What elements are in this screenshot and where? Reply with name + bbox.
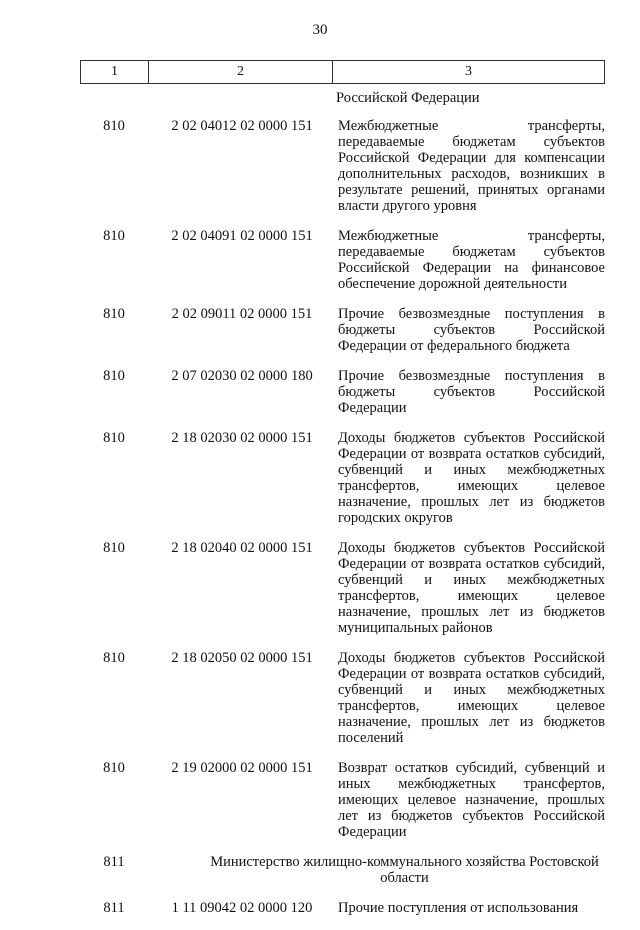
table-row xyxy=(80,760,605,840)
table-row xyxy=(80,650,605,746)
table-row xyxy=(80,368,605,416)
admin-code: 810 xyxy=(103,430,125,446)
table-header xyxy=(80,60,605,84)
table-row xyxy=(80,430,605,526)
table-row xyxy=(80,228,605,292)
page-number: 30 xyxy=(312,22,328,38)
admin-code: 811 xyxy=(103,854,125,870)
budget-code: 2 18 02030 02 0000 151 xyxy=(171,430,313,446)
income-name: Прочие безвозмездные поступления в бюджеты субъектов Российской Федерации xyxy=(338,368,605,416)
admin-code: 810 xyxy=(103,650,125,666)
budget-code: 2 18 02050 02 0000 151 xyxy=(171,650,313,666)
budget-code: 2 07 02030 02 0000 180 xyxy=(171,368,313,384)
table-row xyxy=(80,306,605,354)
table-row xyxy=(80,540,605,636)
admin-code: 810 xyxy=(103,760,125,776)
header-col-3: 3 xyxy=(465,64,472,79)
budget-code: 2 19 02000 02 0000 151 xyxy=(171,760,313,776)
table-body xyxy=(80,90,605,930)
budget-code: 1 11 09042 02 0000 120 xyxy=(171,900,313,916)
admin-code: 810 xyxy=(103,118,125,134)
income-name: Доходы бюджетов субъектов Российской Федерации от возврата остатков субсидий, субвенций и иных межбюджетных трансфертов, имеющих целевое назначение, прошлых лет из бюджетов городских округов xyxy=(338,430,605,526)
table-row xyxy=(80,118,605,214)
header-col-1: 1 xyxy=(81,61,149,83)
income-name: Прочие безвозмездные поступления в бюджеты субъектов Российской Федерации от федерального бюджета xyxy=(338,306,605,354)
budget-code: 2 18 02040 02 0000 151 xyxy=(171,540,313,556)
income-name: Межбюджетные трансферты, передаваемые бюджетам субъектов Российской Федерации на финансовое обеспечение дорожной деятельности xyxy=(338,228,605,292)
admin-code: 811 xyxy=(103,900,125,916)
table-row xyxy=(80,900,605,916)
income-name: Доходы бюджетов субъектов Российской Федерации от возврата остатков субсидий, субвенций и иных межбюджетных трансфертов, имеющих целевое назначение, прошлых лет из бюджетов поселений xyxy=(338,650,605,746)
income-name: Возврат остатков субсидий, субвенций и иных межбюджетных трансфертов, имеющих целевое назначение, прошлых лет из бюджетов субъектов Российской Федерации xyxy=(338,760,605,840)
admin-code: 810 xyxy=(103,368,125,384)
budget-code: 2 02 04012 02 0000 151 xyxy=(171,118,313,134)
admin-code: 810 xyxy=(103,540,125,556)
budget-code: 2 02 09011 02 0000 151 xyxy=(171,306,313,322)
income-name: Прочие поступления от использования xyxy=(338,900,579,916)
income-name: Межбюджетные трансферты, передаваемые бюджетам субъектов Российской Федерации для компенсации дополнительных расходов, возникших в результате решений, принятых органами власти другого уровня xyxy=(338,118,605,214)
admin-code: 810 xyxy=(103,306,125,322)
income-name: Доходы бюджетов субъектов Российской Федерации от возврата остатков субсидий, субвенций и иных межбюджетных трансфертов, имеющих целевое назначение, прошлых лет из бюджетов муниципальных районов xyxy=(338,540,605,636)
budget-code: 2 02 04091 02 0000 151 xyxy=(171,228,313,244)
section-row xyxy=(80,854,605,886)
header-col-2: 2 xyxy=(149,61,333,83)
section-title: Министерство жилищно-коммунального хозяйства Ростовской области xyxy=(210,854,599,886)
continuation-text: Российской Федерации xyxy=(336,90,480,106)
admin-code: 810 xyxy=(103,228,125,244)
